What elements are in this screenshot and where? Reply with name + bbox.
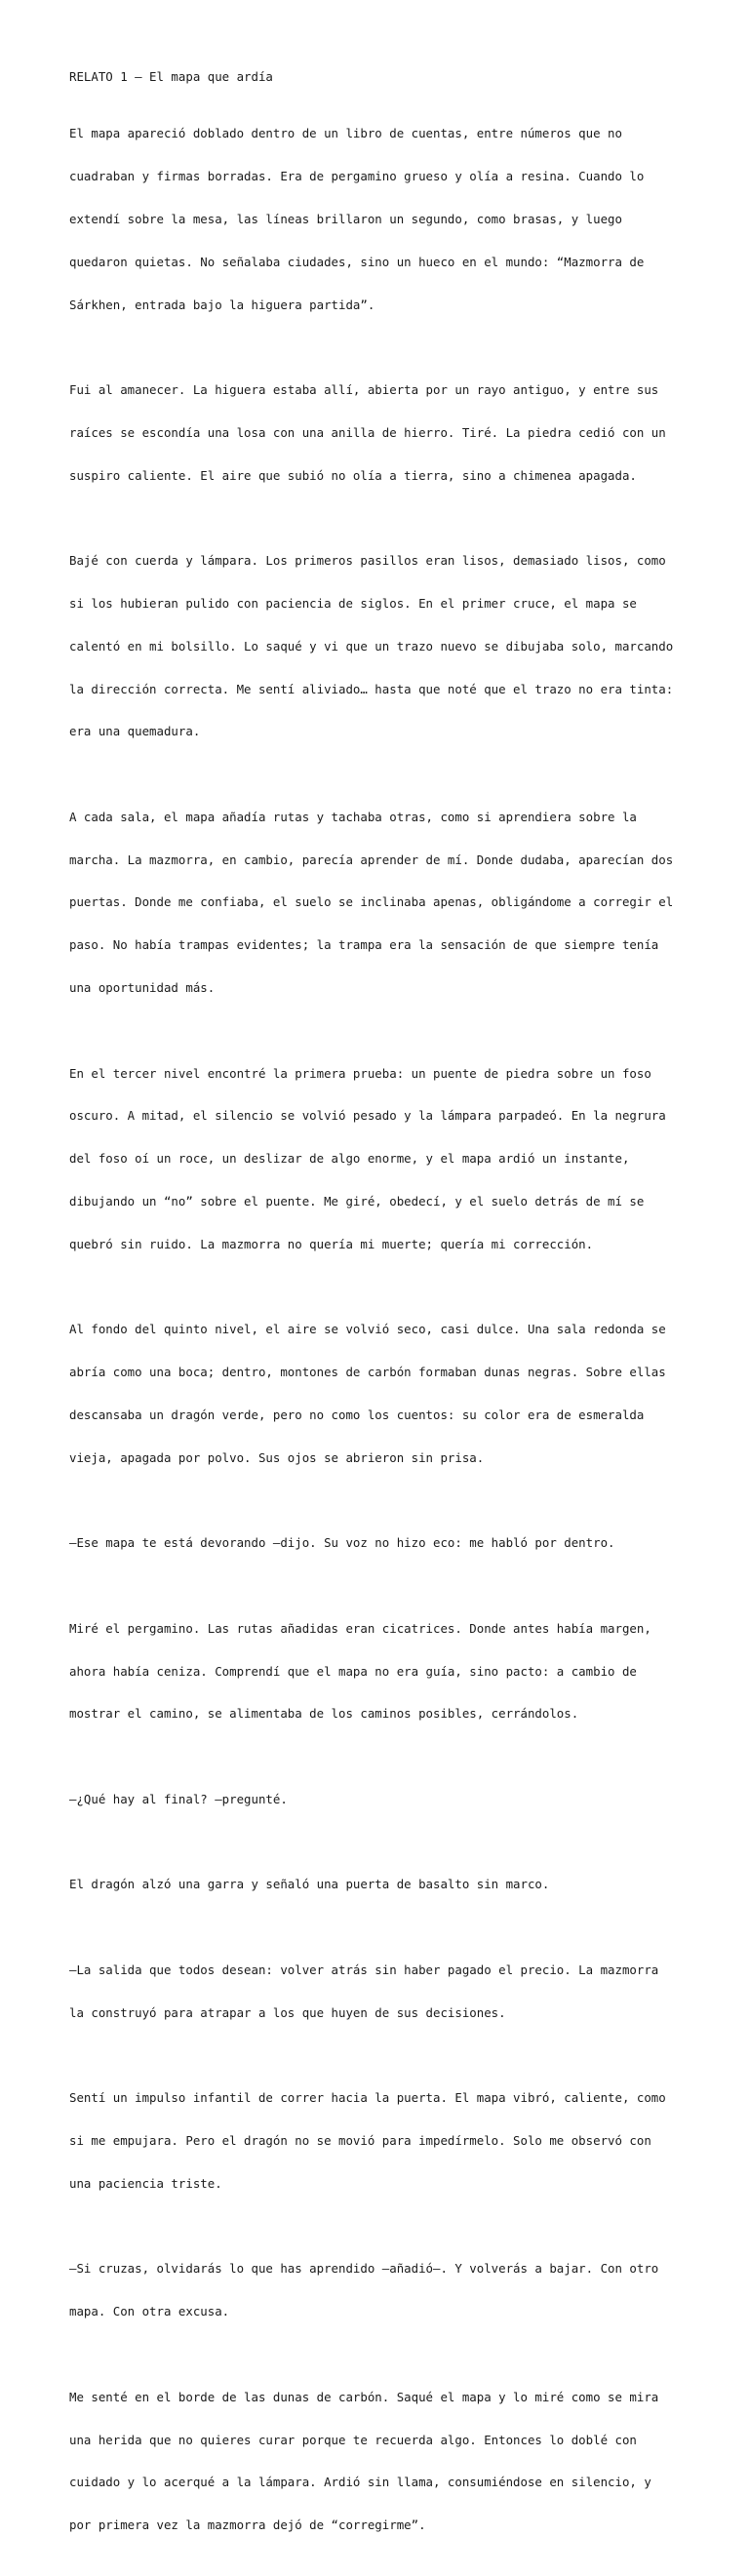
text-line: descansaba un dragón verde, pero no como los cuentos: su color era de esmeralda xyxy=(69,1407,645,1422)
text-line: oscuro. A mitad, el silencio se volvió pesado y la lámpara parpadeó. En la negrura xyxy=(69,1108,666,1124)
text-line: abría como una boca; dentro, montones de carbón formaban dunas negras. Sobre ellas xyxy=(69,1365,666,1380)
paragraph-14 xyxy=(69,2362,693,2561)
text-line: dibujando un “no” sobre el puente. Me giré, obedecí, y el suelo detrás de mí se xyxy=(69,1193,645,1209)
text-line: mapa. Con otra excusa. xyxy=(69,2304,230,2319)
text-line: una herida que no quieres curar porque te recuerda algo. Entonces lo doblé con xyxy=(69,2432,637,2447)
text-line: si los hubieran pulido con paciencia de siglos. En el primer cruce, el mapa se xyxy=(69,595,637,611)
paragraph-6 xyxy=(69,1294,693,1493)
paragraph-1 xyxy=(69,99,693,340)
text-line: —Si cruzas, olvidarás lo que has aprendido —añadió—. Y volverás a bajar. Con otro xyxy=(69,2261,659,2277)
text-line: Bajé con cuerda y lámpara. Los primeros pasillos eran lisos, demasiado lisos, como xyxy=(69,553,666,569)
text-line: marcha. La mazmorra, en cambio, parecía aprender de mí. Donde dudaba, aparecían dos xyxy=(69,852,674,867)
text-line: calentó en mi bolsillo. Lo saqué y vi que un trazo nuevo se dibujaba solo, marcando xyxy=(69,638,674,654)
text-line: Sentí un impulso infantil de correr hacia la puerta. El mapa vibró, caliente, como xyxy=(69,2090,666,2106)
paragraph-3 xyxy=(69,526,693,768)
text-line: quedaron quietas. No señalaba ciudades, sino un hueco en el mundo: “Mazmorra de xyxy=(69,254,645,269)
text-line: —La salida que todos desean: volver atrás sin haber pagado el precio. La mazmorra xyxy=(69,1962,659,1977)
paragraph-13 xyxy=(69,2234,693,2348)
text-line: puertas. Donde me confiaba, el suelo se inclinaba apenas, obligándome a corregir el xyxy=(69,894,674,910)
paragraph-8 xyxy=(69,1594,693,1751)
paragraph-11 xyxy=(69,1935,693,2049)
paragraph-12 xyxy=(69,2063,693,2220)
text-line: la construyó para atrapar a los que huyen de sus decisiones. xyxy=(69,2004,506,2020)
text-line: Miré el pergamino. Las rutas añadidas eran cicatrices. Donde antes había margen, xyxy=(69,1620,651,1636)
text-line: una oportunidad más. xyxy=(69,980,216,995)
text-line: quebró sin ruido. La mazmorra no quería mi muerte; quería mi corrección. xyxy=(69,1236,594,1251)
story-title: RELATO 1 — El mapa que ardía xyxy=(69,69,273,84)
text-line: del foso oí un roce, un deslizar de algo enorme, y el mapa ardió un instante, xyxy=(69,1151,630,1167)
text-line: era una quemadura. xyxy=(69,724,201,739)
text-line: una paciencia triste. xyxy=(69,2175,222,2191)
document-page xyxy=(69,70,693,2576)
paragraph-10 xyxy=(69,1849,693,1921)
paragraph-5 xyxy=(69,1038,693,1280)
paragraph-2 xyxy=(69,355,693,512)
text-line: paso. No había trampas evidentes; la trampa era la sensación de que siempre tenía xyxy=(69,937,659,953)
text-line: suspiro caliente. El aire que subió no olía a tierra, sino a chimenea apagada. xyxy=(69,467,637,483)
text-line: la dirección correcta. Me sentí aliviado… hasta que noté que el trazo no era tinta: xyxy=(69,681,674,696)
text-line: El dragón alzó una garra y señaló una puerta de basalto sin marco. xyxy=(69,1877,550,1892)
text-line: cuadraban y firmas borradas. Era de pergamino grueso y olía a resina. Cuando lo xyxy=(69,169,645,184)
text-line: cuidado y lo acerqué a la lámpara. Ardió sin llama, consumiéndose en silencio, y xyxy=(69,2475,651,2490)
text-line: El mapa apareció doblado dentro de un libro de cuentas, entre números que no xyxy=(69,126,622,141)
text-line: por primera vez la mazmorra dejó de “corregirme”. xyxy=(69,2517,426,2533)
text-line: mostrar el camino, se alimentaba de los caminos posibles, cerrándolos. xyxy=(69,1706,579,1722)
text-line: Sárkhen, entrada bajo la higuera partida”. xyxy=(69,297,375,312)
text-line: raíces se escondía una losa con una anilla de hierro. Tiré. La piedra cedió con un xyxy=(69,424,666,440)
text-line: A cada sala, el mapa añadía rutas y tachaba otras, como si aprendiera sobre la xyxy=(69,809,637,824)
paragraph-4 xyxy=(69,782,693,1024)
text-line: Me senté en el borde de las dunas de carbón. Saqué el mapa y lo miré como se mira xyxy=(69,2389,659,2404)
text-line: —Ese mapa te está devorando —dijo. Su voz no hizo eco: me habló por dentro. xyxy=(69,1535,615,1551)
text-line: extendí sobre la mesa, las líneas brillaron un segundo, como brasas, y luego xyxy=(69,211,622,226)
text-line: Fui al amanecer. La higuera estaba allí, abierta por un rayo antiguo, y entre sus xyxy=(69,382,659,398)
text-line: vieja, apagada por polvo. Sus ojos se abrieron sin prisa. xyxy=(69,1449,485,1465)
text-line: ahora había ceniza. Comprendí que el mapa no era guía, sino pacto: a cambio de xyxy=(69,1663,637,1679)
paragraph-7 xyxy=(69,1508,693,1579)
paragraph-9 xyxy=(69,1764,693,1836)
text-line: si me empujara. Pero el dragón no se movió para impedírmelo. Solo me observó con xyxy=(69,2133,651,2149)
text-line: Al fondo del quinto nivel, el aire se volvió seco, casi dulce. Una sala redonda se xyxy=(69,1322,666,1337)
text-line: —¿Qué hay al final? —pregunté. xyxy=(69,1791,288,1806)
text-line: En el tercer nivel encontré la primera prueba: un puente de piedra sobre un foso xyxy=(69,1065,651,1081)
